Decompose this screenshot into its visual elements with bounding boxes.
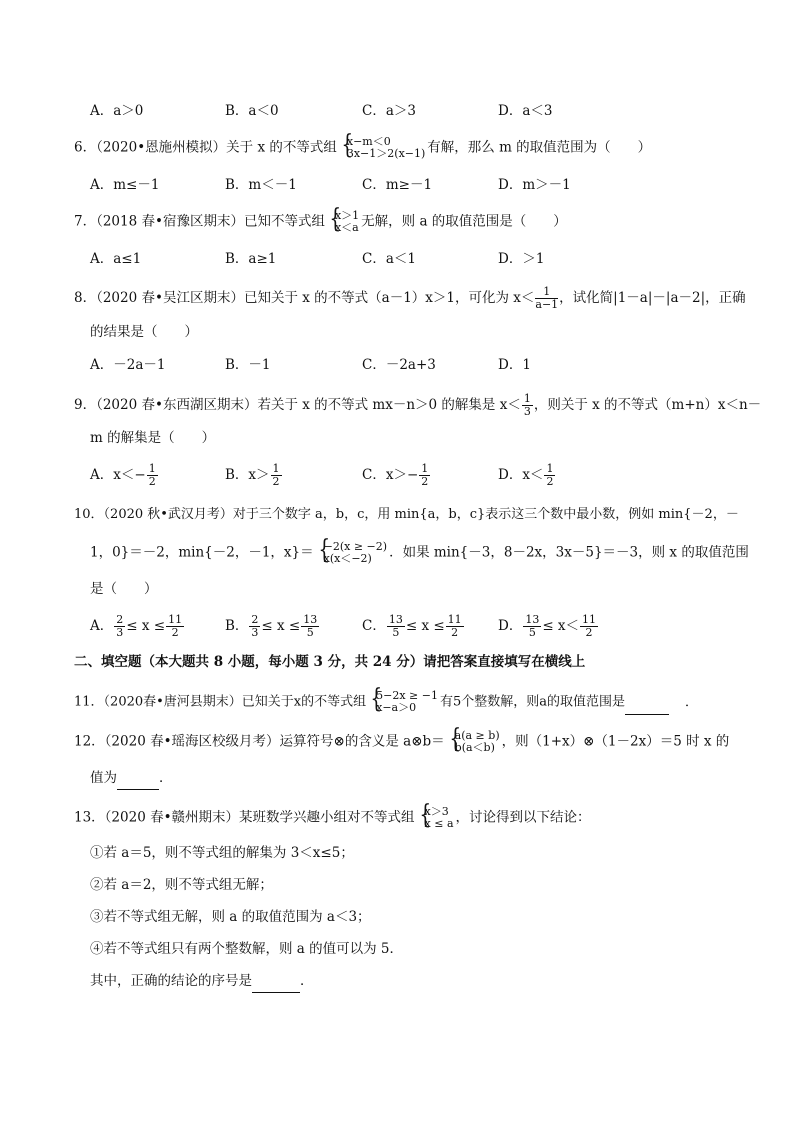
q8-option-d: D．1 xyxy=(498,357,531,373)
q9-fraction: $\frac{1}{3}$ xyxy=(523,392,531,418)
q12-line-2: 值为 ． xyxy=(90,767,754,790)
q10-option-b: B． $\frac{2}{3}$ ≤ x ≤ $\frac{13}{5}$ xyxy=(225,613,318,639)
q12-operation-definition: { a(a ≥ b) b(a＜b) xyxy=(447,730,500,754)
q8-fraction: $\frac{1}{a-1}$ xyxy=(535,285,559,311)
question-8 xyxy=(74,286,754,311)
q6-option-d: D．m＞－1 xyxy=(498,177,571,193)
q6-option-b: B．m＜－1 xyxy=(225,177,297,193)
q6-stem: 6．（2020•恩施州模拟）关于 x 的不等式组 xyxy=(74,139,337,156)
q10-line-1: 10．（2020 秋•武汉月考）对于三个数字 a，b，c，用 min{a，b，c}表示这三个数中最小数，例如 min{－2，－ xyxy=(74,507,739,522)
q10-piecewise: { −2(x ≥ −2) x(x＜−2) xyxy=(316,541,387,565)
q8-stem: 8．（2020 春•吴江区期末）已知关于 x 的不等式（a－1）x＞1，可化为 x＜ xyxy=(74,290,535,306)
q10-option-a: A． $\frac{2}{3}$ ≤ x ≤ $\frac{11}{2}$ xyxy=(90,613,183,639)
q5-option-c: C．a＞3 xyxy=(362,103,416,119)
q5-option-b: B．a＜0 xyxy=(225,103,279,119)
q5-option-d: D．a＜3 xyxy=(498,103,553,119)
q7-option-d: D．＞1 xyxy=(498,251,545,267)
q11-inequality-system: { 5−2x ≥ −1 x−a＞0 xyxy=(368,690,438,714)
q10-option-c: C． $\frac{13}{5}$ ≤ x ≤ $\frac{11}{2}$ xyxy=(362,613,462,639)
q13-conclusion: 其中，正确的结论的序号是 ． xyxy=(90,970,754,993)
q13-inequality-system: { x＞3 x ≤ a xyxy=(417,806,454,830)
q13-answer-blank[interactable] xyxy=(252,970,300,993)
q7-stem: 7．（2018 春•宿豫区期末）已知不等式组 xyxy=(74,213,325,230)
q13-statement-2: ②若 a＝2，则不等式组无解； xyxy=(90,877,273,893)
q7-stem-end: 无解，则 a 的取值范围是（ ） xyxy=(361,213,567,230)
q8-option-b: B．－1 xyxy=(225,357,271,373)
question-6 xyxy=(74,136,754,160)
q13-statement-1: ①若 a＝5，则不等式组的解集为 3＜x≤5； xyxy=(90,845,354,861)
q7-option-b: B．a≥1 xyxy=(225,251,277,267)
q10-option-d: D． $\frac{13}{5}$ ≤ x＜ $\frac{11}{2}$ xyxy=(498,613,597,639)
q7-option-c: C．a＜1 xyxy=(362,251,416,267)
question-11: 11．（2020春•唐河县期末）已知关于x的不等式组 { 5−2x ≥ −1 x−a＞0 有5个整数解，则a的取值范围是 ． xyxy=(74,690,754,715)
q7-option-a: A．a≤1 xyxy=(90,251,142,267)
q12-answer-blank[interactable] xyxy=(117,767,159,790)
q13-statement-3: ③若不等式组无解，则 a 的取值范围为 a＜3； xyxy=(90,909,371,925)
q6-inequality-system: { x−m＜0 3x−1＞2(x−1) xyxy=(339,136,425,160)
q7-inequality-system: { x＞1 x＜a xyxy=(327,210,359,234)
q9-option-c: C．x＞− $\frac{1}{2}$ xyxy=(362,462,429,488)
section-2-heading: 二、填空题（本大题共 8 小题，每小题 3 分，共 24 分）请把答案直接填写在横线上 xyxy=(74,654,586,670)
q9-line-2: m 的解集是（ ） xyxy=(90,430,216,446)
question-13: 13．（2020 春•赣州期末）某班数学兴趣小组对不等式组 { x＞3 x ≤ a ，讨论得到以下结论： xyxy=(74,806,754,830)
q8-line-2: 的结果是（ ） xyxy=(90,324,198,340)
question-12: 12．（2020 春•瑶海区校级月考）运算符号⊗的含义是 a⊗b＝ { a(a ≥ b) b(a＜b) ，则（1+x）⊗（1－2x）＝5 时 x 的 xyxy=(74,730,754,754)
question-7 xyxy=(74,210,754,234)
q10-line-3: 是（ ） xyxy=(90,581,158,597)
q9-option-b: B．x＞ $\frac{1}{2}$ xyxy=(225,462,280,488)
q6-stem-end: 有解，那么 m 的取值范围为（ ） xyxy=(427,139,652,156)
q9-stem-end: ，则关于 x 的不等式（m+n）x＜n－ xyxy=(533,397,762,413)
q8-option-a: A．－2a－1 xyxy=(90,357,166,373)
q10-line-2: 1，0}＝－2，min{－2，－1，x}＝ { −2(x ≥ −2) x(x＜−2) ．如果 min{－3，8－2x，3x－5}＝－3，则 x 的取值范围 xyxy=(90,541,754,565)
q6-option-c: C．m≥－1 xyxy=(362,177,433,193)
q9-option-a: A．x＜− $\frac{1}{2}$ xyxy=(90,462,156,488)
q6-option-a: A．m≤－1 xyxy=(90,177,160,193)
q8-stem-end: ，试化简|1－a|－|a－2|，正确 xyxy=(559,290,746,306)
q11-answer-blank[interactable] xyxy=(625,692,669,715)
question-9 xyxy=(74,392,762,418)
q9-option-d: D．x＜ $\frac{1}{2}$ xyxy=(498,462,554,488)
q9-stem: 9．（2020 春•东西湖区期末）若关于 x 的不等式 mx－n＞0 的解集是 x＜ xyxy=(74,397,521,413)
q8-option-c: C．－2a+3 xyxy=(362,357,436,373)
q5-option-a: A．a＞0 xyxy=(90,103,144,119)
q13-statement-4: ④若不等式组只有两个整数解，则 a 的值可以为 5． xyxy=(90,941,404,957)
